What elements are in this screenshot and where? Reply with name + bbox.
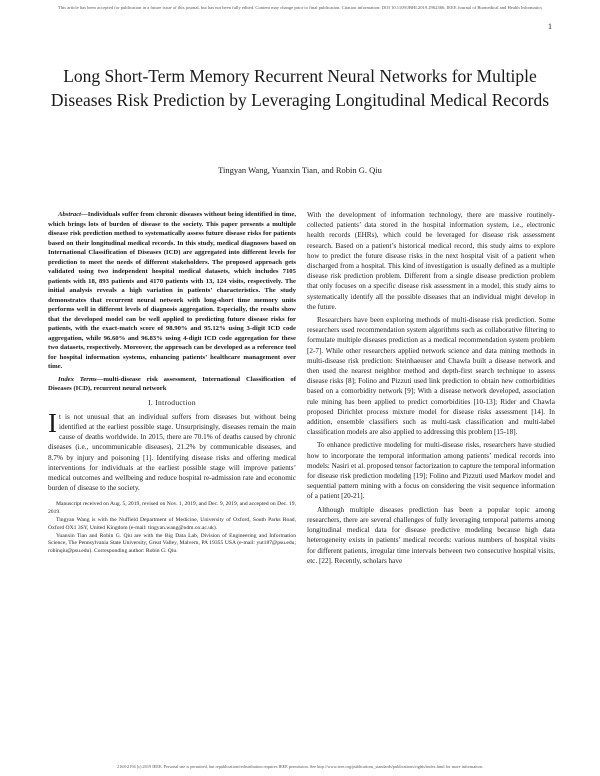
paper-authors: Tingyan Wang, Yuanxin Tian, and Robin G. Qiu xyxy=(218,165,382,175)
page-number: 1 xyxy=(548,22,552,31)
body-paragraph-4: Although multiple diseases prediction has been a popular topic among researchers, there are several challenges of fully leveraging temporal patterns among longitudinal medical data for disease predictive modeling because high data heterogeneity exists in patients’ medical records: various numbers of hospital visits for different patients, irregular time intervals between two consecutive hospital visits, etc. [22]. Recently, scholars have xyxy=(307,505,555,565)
body-paragraph-2: Researchers have been exploring methods of multi-disease risk prediction. Some researchers used recommendation system algorithms such as collaborative filtering to formulate multiple diseases prediction as a medical recommendation system problem [2-7]. While other researchers applied network science and data mining methods in multi-disease risk prediction: Steinhaeuser and Chawla built a disease network and then used the nearest neighbor method and depth-first search technique to assess disease risks [8]; Folino and Pizzuti used link prediction to obtain new comorbidities based on a comorbidity network [9]; With a disease network developed, association rule mining has been applied to predict comorbidities [10-13]; Rider and Chawla proposed Dirichlet process mixture model for disease risks assessment [14]. In addition, ensemble classifiers such as multi-task classification and multi-label classification models are also applied to addressing this problem [15-18]. xyxy=(307,316,555,437)
intro-paragraph xyxy=(48,407,296,494)
index-terms xyxy=(48,375,296,394)
body-paragraph-1: With the development of information technology, there are massive routinely-collected patients’ data stored in the hospital information system, i.e., electronic health records (EHRs), which could be leveraged for disease risk assessment research. Based on a patient’s historical medical record, this study aims to explore how to predict the future disease risks in the next hospital visit of a patient when discharged from a hospital. This kind of investigation is usually defined as a multiple disease risk prediction problem. Different from a single disease prediction problem that only focuses on a specific disease risk assessment in a model, this study aims to systematically identify all the possible diseases that an individual might develop in the future. xyxy=(307,211,555,311)
abstract-label: Abstract xyxy=(58,211,82,218)
footnote-received: Manuscript received on Aug. 5, 2019, revised on Nov. 1, 2019, and Dec. 9, 2019, and accepted on Dec. 19, 2019. xyxy=(48,501,296,516)
footnotes xyxy=(48,501,296,556)
body-paragraph-3: To enhance predictive modeling for multi-disease risks, researchers have studied how to incorporate the temporal information among patients’ medical records into models: Nasiri et al. proposed tensor factorization to capture the temporal information for disease risk prediction modeling [19]; Folino and Pizzuti used Markov model and sequential pattern mining with a focus on considering the visit sequence information of a patient [20-21]. xyxy=(307,441,555,501)
footnote-author-2: Yuanxin Tian and Robin G. Qiu are with the Big Data Lab, Division of Engineering and Information Science, The Pennsylvania State University, Great Valley, Malvern, PA 19355 USA (e-mail: yut187@psu.edu; robinqiu@psu.edu). Corresponding author: Robin G. Qiu. xyxy=(48,532,296,555)
abstract xyxy=(48,210,296,372)
footnote-author-1: Tingyan Wang is with the Nuffield Department of Medicine, University of Oxford, South Parks Road, Oxford OX1 3SY, United Kingdom (e-mail: tingyan.wang@ndm.ox.ac.uk). xyxy=(48,516,296,531)
right-column xyxy=(307,210,555,569)
left-column xyxy=(48,210,296,556)
copyright-footer: 2168-2194 (c) 2019 IEEE. Personal use is permitted, but republication/redistribution requires IEEE permission. See http://www.ieee.org/publications_standards/publications/rights/index.html for more information. xyxy=(117,764,483,769)
running-header: This article has been accepted for publication in a future issue of this journal, but has not been fully edited. Content may change prior to final publication. Citation information: DOI 10.1109/JBHI.2019.2962366, IEEE Journal of Biomedical and Health Informatics xyxy=(57,5,543,10)
intro-paragraph-text: t is not unusual that an individual suffers from diseases but without being identified at the earliest possible stage. Unsurprisingly, diseases remain the main cause of deaths worldwide. In 2015, there are 70.1% of deaths caused by chronic diseases (i.e., uncommunicable diseases), 21.2% by communicable diseases, and 8.7% by injury and poisoning [1]. Identifying disease risks and offering medical interventions for individuals at the earliest possible stage will improve patients’ medical outcomes and wellbeing and reduce hospital re-admission rate and economic burden of disease to the society. xyxy=(48,412,296,493)
abstract-text: —Individuals suffer from chronic diseases without being identified in time, which brings lots of burden of disease to the society. This paper presents a multiple disease risk prediction method to systematically assess future disease risks for patients based on their longitudinal medical records. In this study, medical diagnoses based on International Classification of Diseases (ICD) are aggregated into different levels for prediction to meet the needs of different stakeholders. The proposed approach gets validated using two independent hospital medical datasets, which includes 7105 patients with 18, 893 patients and 4170 patients with 13, 124 visits, respectively. The initial analysis reveals a high variation in patients’ characteristics. The study demonstrates that recurrent neural network with long-short time memory units performs well in different levels of diagnosis aggregation. Especially, the results show that the developed model can be well applied to predicting future disease risks for patients, with the exact-match score of 98.90% and 95.12% using 3-digit ICD code aggregation, while 96.60% and 96.83% using 4-digit ICD code aggregation for these two datasets, respectively. Moreover, the approach can be developed as a reference tool for hospital information systems, enhancing patients’ healthcare management over time. xyxy=(48,211,296,370)
paper-title: Long Short-Term Memory Recurrent Neural Networks for Multiple Diseases Risk Prediction by Leveraging Longitudinal Medical Records xyxy=(50,66,550,110)
index-terms-text: —multi-disease risk assessment, International Classification of Diseases (ICD), recurrent neural network xyxy=(48,375,296,392)
section-heading-introduction: I. Introduction xyxy=(148,397,196,407)
index-terms-label: Index Terms xyxy=(58,375,97,383)
drop-cap: I xyxy=(48,407,57,438)
